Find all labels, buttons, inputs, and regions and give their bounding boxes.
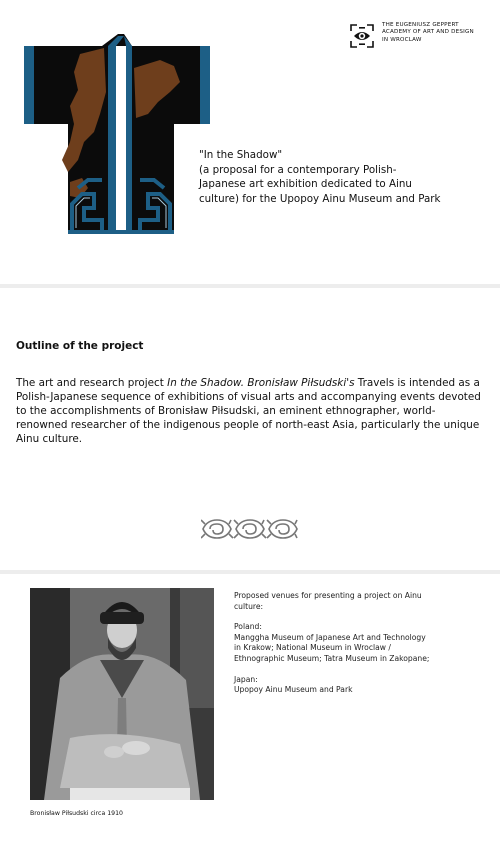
- intro-line-2: (a proposal for a contemporary Polish-: [199, 163, 397, 176]
- cover-section: [0, 0, 500, 284]
- academy-logo[interactable]: [348, 22, 492, 50]
- outline-body-part-1: The art and research project: [16, 377, 168, 389]
- ainu-kimono-illustration: [22, 32, 212, 236]
- photo-caption: Bronisław Piłsudski circa 1910: [30, 810, 123, 817]
- academy-emblem-icon: [348, 22, 376, 50]
- academy-name-line-2: ACADEMY OF ART AND DESIGN: [382, 29, 474, 36]
- venues-japan-text: Upopoy Ainu Museum and Park: [234, 685, 353, 695]
- outline-body-part-2: Travels is intended as a Polish-Japanese sequence of exhibitions of visual arts and accompanying events devoted to the accomplishments of Bronisław Piłsudski, an eminent ethnographer, world-renowned researcher of the indigenous people of north-east Asia, particularly the unique Ainu culture.: [16, 377, 481, 445]
- intro-line-4: culture) for the Upopoy Ainu Museum and Park: [199, 192, 441, 205]
- outline-body-italic: In the Shadow. Bronisław Piłsudski's: [167, 377, 355, 389]
- outline-title: Outline of the project: [16, 340, 144, 352]
- academy-name-line-1: THE EUGENIUSZ GEPPERT: [382, 22, 459, 28]
- venues-text: [234, 591, 434, 696]
- intro-line-3: Japanese art exhibition dedicated to Ainu: [199, 178, 412, 190]
- ainu-ornament-icon: [201, 516, 299, 542]
- outline-body: [16, 376, 486, 446]
- venues-japan-label: Japan:: [234, 674, 258, 684]
- intro-text: [199, 148, 489, 206]
- venues-poland-text: Manggha Museum of Japanese Art and Technology in Krakow; National Museum in Wroclaw / Ethnographic Museum; Tatra Museum in Zakopane;: [234, 632, 430, 663]
- intro-line-1: "In the Shadow": [199, 149, 283, 161]
- venues-heading: Proposed venues for presenting a project on Ainu culture:: [234, 591, 422, 611]
- venues-poland-label: Poland:: [234, 622, 262, 632]
- academy-name: [382, 22, 492, 44]
- pilsudski-photo: [30, 588, 214, 800]
- pilsudski-portrait-image: [30, 588, 214, 800]
- academy-name-line-3: IN WROCLAW: [382, 36, 422, 43]
